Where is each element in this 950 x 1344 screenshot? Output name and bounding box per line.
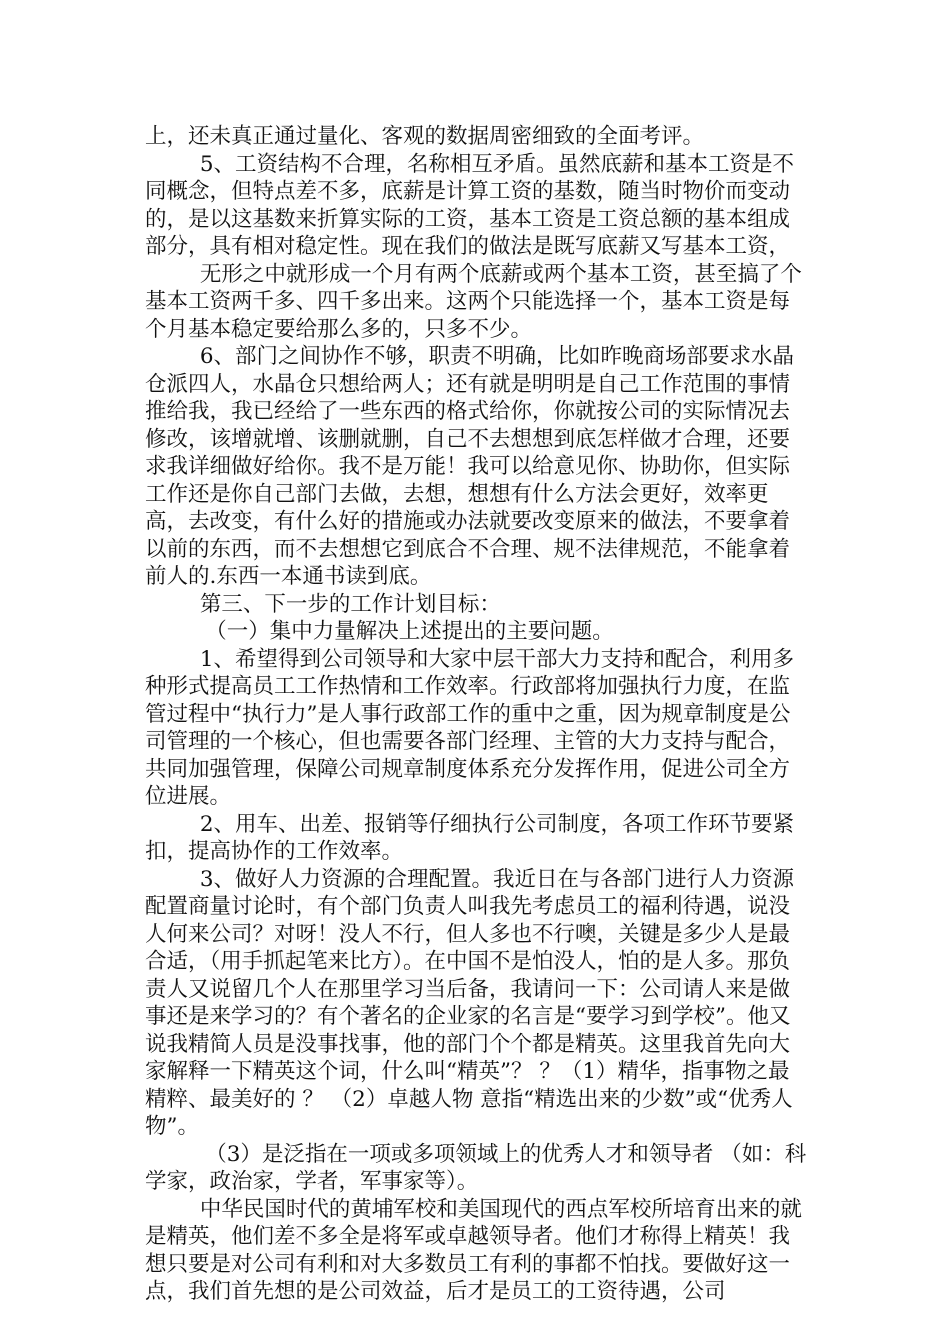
section-heading: 第三、下一步的工作计划目标： <box>199 591 501 617</box>
paragraph-5: 1、希望得到公司领导和大家中层干部大力支持和配合，利用多种形式提高员工工作热情和工作效率。行政部将加强执行力度，在监管过程中“执行力”是人事行政部工作的重中之重，因为规章制度是公司管理的一个核心，但也需要各部门经理、主管的大力支持与配合，共同加强管理，保障公司规章制度体系充分发挥作用，促进公司全方位进展。 <box>145 646 794 809</box>
paragraph-9: 中华民国时代的黄埔军校和美国现代的西点军校所培育出来的就是精英，他们差不多全是将军或卓越领导者。他们才称得上精英！我想只要是对公司有利和对大多数员工有利的事都不怕找。要做好这一点，我们首先想的是公司效益，后才是员工的工资待遇，公司 <box>145 1196 802 1304</box>
paragraph-7: 3、做好人力资源的合理配置。我近日在与各部门进行人力资源配置商量讨论时，有个部门负责人叫我先考虑员工的福利待遇，说没人何来公司？对呀！没人不行，但人多也不行噢，关键是多少人是最合适，（用手抓起笔来比方）。在中国不是怕没人，怕的是人多。那负责人又说留几个人在那里学习当后备，我请问一下：公司请人来是做事还是来学习的？有个著名的企业家的名言是“要学习到学校”。他又说我精简人员是没事找事，他的部门个个都是精英。这里我首先向大家解释一下精英这个词，什么叫“精英”？ ？（1）精华，指事物之最精粹、最美好的 ？ （2）卓越人物 意指“精选出来的少数”或“优秀人物”。 <box>145 866 794 1139</box>
paragraph-6: 2、用车、出差、报销等仔细执行公司制度，各项工作环节要紧扣，提高协作的工作效率。 <box>145 811 794 864</box>
paragraph-4: 6、部门之间协作不够，职责不明确，比如昨晚商场部要求水晶仓派四人，水晶仓只想给两人；还有就是明明是自己工作范围的事情推给我，我已经给了一些东西的格式给你，你就按公司的实际情况去修改，该增就增、该删就删，自己不去想想到底怎样做才合理，还要求我详细做好给你。我不是万能！我可以给意见你、协助你，但实际工作还是你自己部门去做，去想，想想有什么方法会更好，效率更高，去改变，有什么好的措施或办法就要改变原来的做法，不要拿着以前的东西，而不去想想它到底合不合理、规不法律规范，不能拿着前人的.东西一本通书读到底。 <box>145 344 794 589</box>
subsection-heading: （一）集中力量解决上述提出的主要问题。 <box>205 619 614 644</box>
paragraph-8: （3）是泛指在一项或多项领域上的优秀人才和领导者 （如：科学家，政治家，学者，军事家等）。 <box>145 1141 807 1194</box>
paragraph-2: 5、工资结构不合理，名称相互矛盾。虽然底薪和基本工资是不同概念，但特点差不多，底薪是计算工资的基数，随当时物价而变动的，是以这基数来折算实际的工资，基本工资是工资总额的基本组成部分，具有相对稳定性。现在我们的做法是既写底薪又写基本工资， <box>145 151 794 259</box>
document-body <box>145 123 810 1306</box>
paragraph-1: 上，还未真正通过量化、客观的数据周密细致的全面考评。 <box>145 124 705 149</box>
paragraph-3: 无形之中就形成一个月有两个底薪或两个基本工资，甚至搞了个基本工资两千多、四千多出来。这两个只能选择一个，基本工资是每个月基本稳定要给那么多的，只多不少。 <box>145 261 802 342</box>
